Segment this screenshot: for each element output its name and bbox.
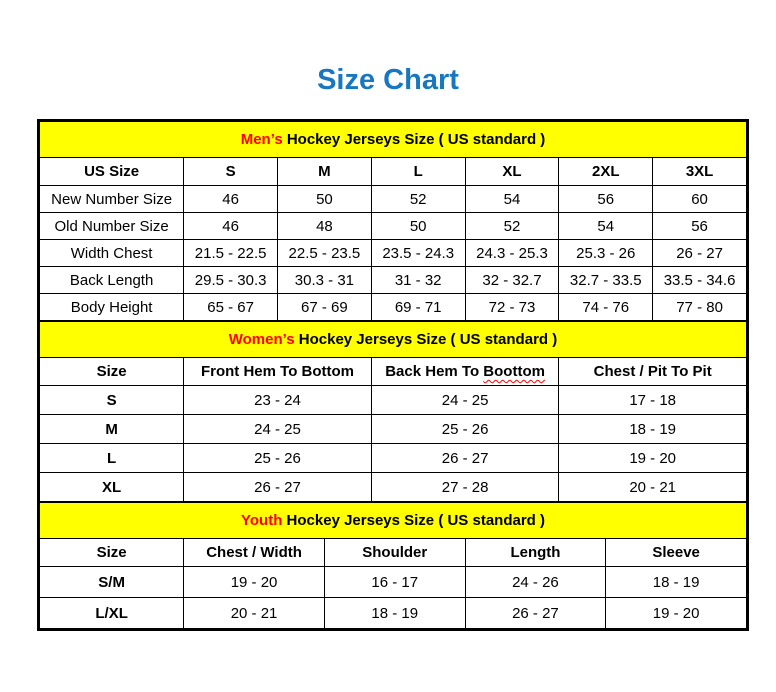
mens-row-label: Back Length: [40, 267, 184, 294]
womens-column-header-0: Size: [40, 358, 184, 386]
mens-row-label: Old Number Size: [40, 213, 184, 240]
womens-section-band: [40, 322, 747, 358]
mens-row-4: [40, 294, 747, 321]
mens-cell-2-1: 22.5 - 23.5: [278, 240, 372, 267]
womens-row-label: L: [40, 444, 184, 473]
mens-section-band: [40, 122, 747, 158]
mens-cell-4-2: 69 - 71: [371, 294, 465, 321]
mens-cell-4-1: 67 - 69: [278, 294, 372, 321]
mens-cell-1-2: 50: [371, 213, 465, 240]
mens-cell-3-1: 30.3 - 31: [278, 267, 372, 294]
youth-cell-1-0: 20 - 21: [184, 598, 325, 629]
youth-row-0: [40, 567, 747, 598]
womens-cell-1-0: 24 - 25: [184, 415, 372, 444]
womens-cell-0-0: 23 - 24: [184, 386, 372, 415]
mens-row-label: Body Height: [40, 294, 184, 321]
youth-column-header-1: Chest / Width: [184, 539, 325, 567]
mens-cell-3-0: 29.5 - 30.3: [184, 267, 278, 294]
mens-cell-1-3: 52: [465, 213, 559, 240]
womens-cell-1-2: 18 - 19: [559, 415, 747, 444]
womens-section-title-rest: Hockey Jerseys Size ( US standard ): [294, 331, 558, 348]
womens-row-2: [40, 444, 747, 473]
mens-cell-1-4: 54: [559, 213, 653, 240]
youth-section-title-rest: Hockey Jerseys Size ( US standard ): [282, 512, 545, 529]
mens-column-header-3: L: [371, 158, 465, 186]
mens-cell-2-0: 21.5 - 22.5: [184, 240, 278, 267]
column-header-text: Back Hem To: [385, 363, 484, 380]
mens-cell-0-0: 46: [184, 186, 278, 213]
womens-column-header-3: Chest / Pit To Pit: [559, 358, 747, 386]
mens-column-header-5: 2XL: [559, 158, 653, 186]
page-title: Size Chart: [317, 64, 459, 96]
youth-cell-1-3: 19 - 20: [606, 598, 747, 629]
mens-row-3: [40, 267, 747, 294]
womens-header-row: [40, 358, 747, 386]
youth-cell-0-2: 24 - 26: [465, 567, 606, 598]
misspelled-word: Boottom: [483, 363, 545, 380]
mens-cell-0-4: 56: [559, 186, 653, 213]
womens-size-table: [39, 321, 747, 502]
mens-cell-0-5: 60: [653, 186, 747, 213]
youth-cell-1-2: 26 - 27: [465, 598, 606, 629]
mens-column-header-4: XL: [465, 158, 559, 186]
womens-cell-3-2: 20 - 21: [559, 473, 747, 502]
mens-section-title: [40, 122, 747, 158]
mens-section-title-rest: Hockey Jerseys Size ( US standard ): [282, 131, 546, 148]
mens-column-header-2: M: [278, 158, 372, 186]
mens-cell-3-2: 31 - 32: [371, 267, 465, 294]
womens-cell-2-0: 25 - 26: [184, 444, 372, 473]
mens-cell-3-5: 33.5 - 34.6: [653, 267, 747, 294]
youth-column-header-2: Shoulder: [324, 539, 465, 567]
womens-column-header-2: [371, 358, 559, 386]
womens-row-1: [40, 415, 747, 444]
womens-section-title-accent: Women’s: [228, 331, 295, 348]
womens-row-label: S: [40, 386, 184, 415]
mens-cell-2-4: 25.3 - 26: [559, 240, 653, 267]
mens-row-2: [40, 240, 747, 267]
womens-cell-2-2: 19 - 20: [559, 444, 747, 473]
mens-cell-0-1: 50: [278, 186, 372, 213]
youth-column-header-4: Sleeve: [606, 539, 747, 567]
womens-row-label: XL: [40, 473, 184, 502]
youth-size-table: [39, 502, 747, 629]
youth-cell-0-1: 16 - 17: [324, 567, 465, 598]
youth-cell-1-1: 18 - 19: [324, 598, 465, 629]
mens-cell-0-3: 54: [465, 186, 559, 213]
mens-cell-2-2: 23.5 - 24.3: [371, 240, 465, 267]
mens-cell-0-2: 52: [371, 186, 465, 213]
mens-cell-4-5: 77 - 80: [653, 294, 747, 321]
womens-cell-0-1: 24 - 25: [371, 386, 559, 415]
mens-row-0: [40, 186, 747, 213]
mens-cell-1-1: 48: [278, 213, 372, 240]
mens-cell-3-3: 32 - 32.7: [465, 267, 559, 294]
youth-header-row: [40, 539, 747, 567]
mens-cell-2-5: 26 - 27: [653, 240, 747, 267]
mens-cell-2-3: 24.3 - 25.3: [465, 240, 559, 267]
youth-row-label: S/M: [40, 567, 184, 598]
youth-row-1: [40, 598, 747, 629]
mens-section-title-accent: Men’s: [240, 131, 283, 148]
mens-cell-4-3: 72 - 73: [465, 294, 559, 321]
womens-cell-2-1: 26 - 27: [371, 444, 559, 473]
mens-cell-3-4: 32.7 - 33.5: [559, 267, 653, 294]
mens-row-label: Width Chest: [40, 240, 184, 267]
mens-column-header-0: US Size: [40, 158, 184, 186]
youth-cell-0-3: 18 - 19: [606, 567, 747, 598]
mens-column-header-1: S: [184, 158, 278, 186]
youth-section-title: [40, 503, 747, 539]
womens-column-header-1: Front Hem To Bottom: [184, 358, 372, 386]
mens-header-row: [40, 158, 747, 186]
mens-cell-4-4: 74 - 76: [559, 294, 653, 321]
mens-size-table: [39, 121, 747, 321]
youth-column-header-0: Size: [40, 539, 184, 567]
youth-column-header-3: Length: [465, 539, 606, 567]
mens-cell-1-0: 46: [184, 213, 278, 240]
womens-cell-1-1: 25 - 26: [371, 415, 559, 444]
size-chart-frame: [37, 119, 749, 631]
mens-row-label: New Number Size: [40, 186, 184, 213]
womens-cell-3-1: 27 - 28: [371, 473, 559, 502]
womens-cell-3-0: 26 - 27: [184, 473, 372, 502]
youth-section-title-accent: Youth: [241, 512, 283, 529]
womens-section-title: [40, 322, 747, 358]
youth-row-label: L/XL: [40, 598, 184, 629]
womens-row-0: [40, 386, 747, 415]
mens-column-header-6: 3XL: [653, 158, 747, 186]
mens-row-1: [40, 213, 747, 240]
youth-section-band: [40, 503, 747, 539]
womens-cell-0-2: 17 - 18: [559, 386, 747, 415]
mens-cell-1-5: 56: [653, 213, 747, 240]
womens-row-3: [40, 473, 747, 502]
mens-cell-4-0: 65 - 67: [184, 294, 278, 321]
womens-row-label: M: [40, 415, 184, 444]
youth-cell-0-0: 19 - 20: [184, 567, 325, 598]
